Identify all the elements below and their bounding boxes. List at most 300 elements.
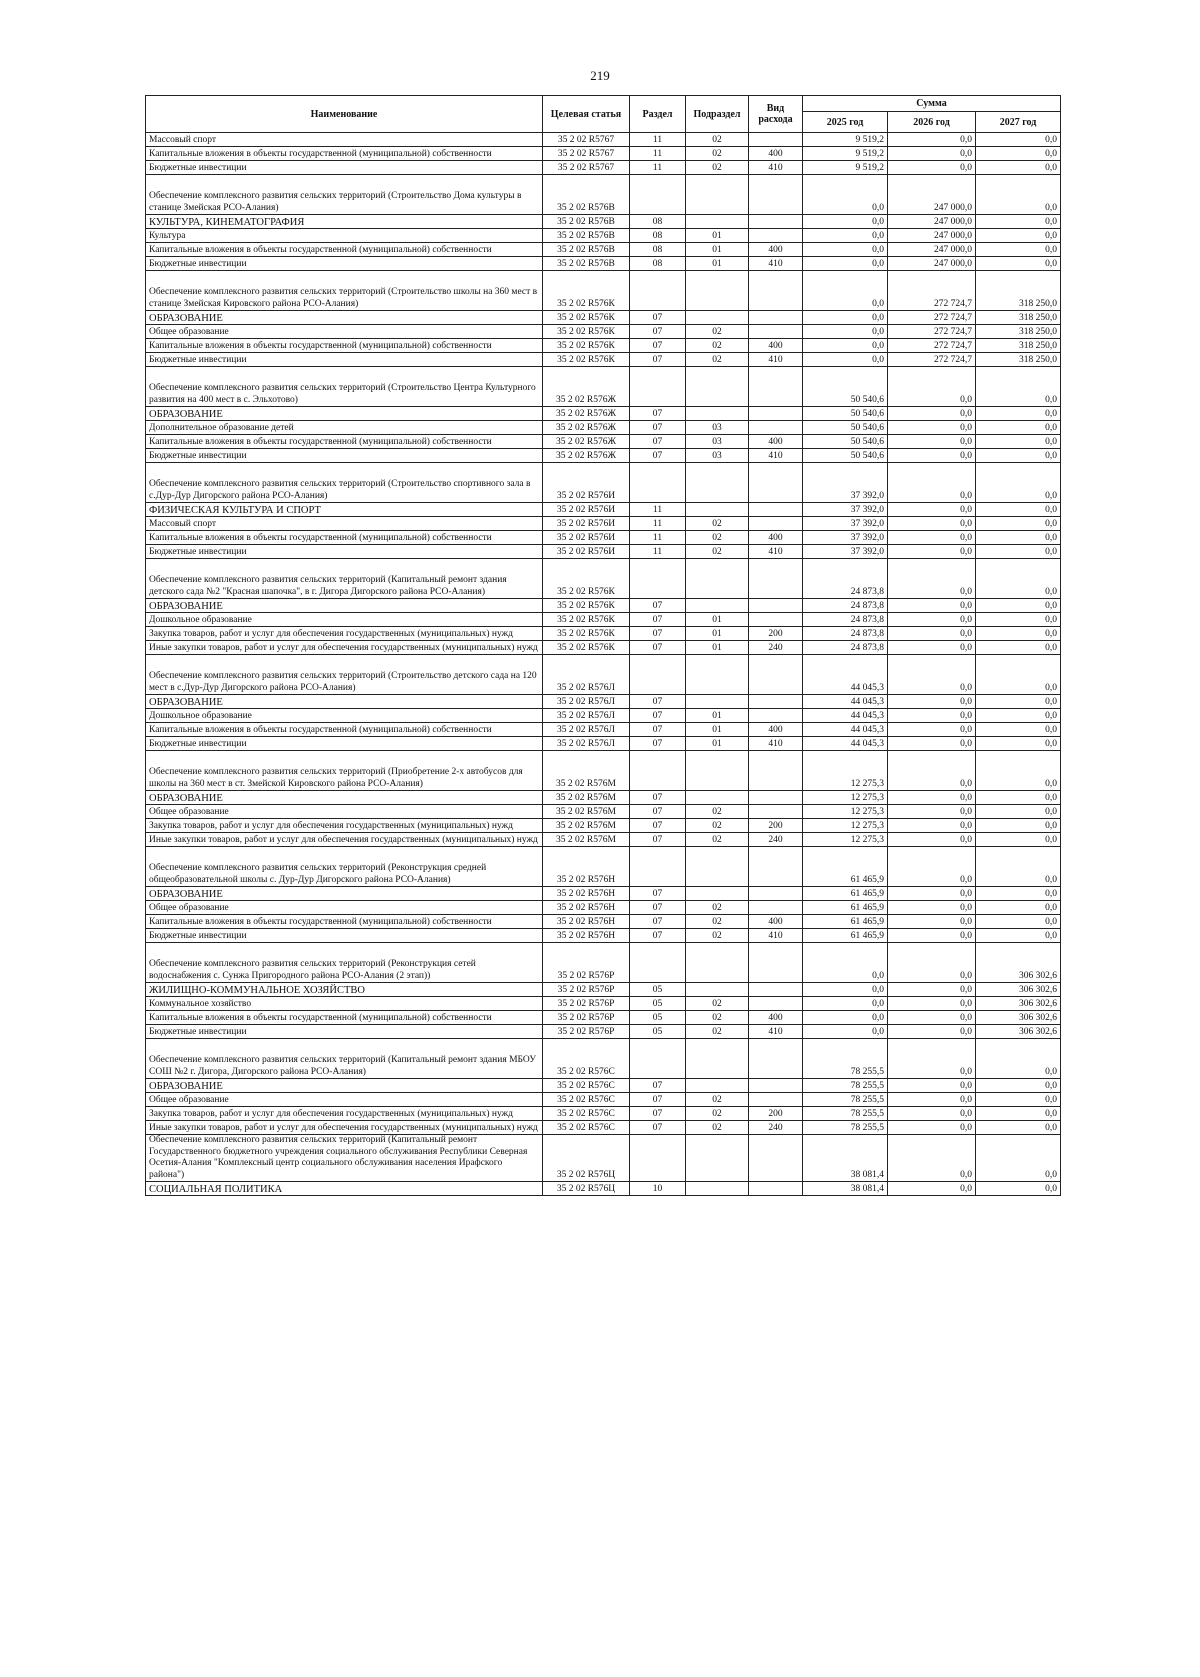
row-sum-2026: 0,0 xyxy=(888,847,976,887)
row-section: 08 xyxy=(630,229,686,243)
row-subsection: 02 xyxy=(686,1107,749,1121)
table-row xyxy=(146,1025,1061,1039)
row-subsection xyxy=(686,271,749,311)
row-sum-2027: 0,0 xyxy=(976,503,1061,517)
row-expense-type: 400 xyxy=(749,243,803,257)
row-subsection: 02 xyxy=(686,901,749,915)
row-sum-2025: 78 255,5 xyxy=(803,1107,888,1121)
row-subsection xyxy=(686,599,749,613)
row-target-code: 35 2 02 R5767 xyxy=(543,161,630,175)
row-sum-2027: 0,0 xyxy=(976,1039,1061,1079)
row-sum-2027: 0,0 xyxy=(976,531,1061,545)
row-sum-2027: 318 250,0 xyxy=(976,271,1061,311)
row-sum-2026: 0,0 xyxy=(888,723,976,737)
table-row xyxy=(146,1107,1061,1121)
table-row xyxy=(146,325,1061,339)
row-name: Иные закупки товаров, работ и услуг для обеспечения государственных (муниципальных) нужд xyxy=(146,1121,543,1135)
table-row xyxy=(146,1079,1061,1093)
row-expense-type xyxy=(749,887,803,901)
row-section: 07 xyxy=(630,791,686,805)
row-subsection: 02 xyxy=(686,929,749,943)
row-section: 07 xyxy=(630,723,686,737)
row-sum-2026: 0,0 xyxy=(888,161,976,175)
table-row xyxy=(146,1093,1061,1107)
row-sum-2025: 44 045,3 xyxy=(803,709,888,723)
row-target-code: 35 2 02 R576Ж xyxy=(543,367,630,407)
row-section: 07 xyxy=(630,325,686,339)
row-subsection: 02 xyxy=(686,161,749,175)
table-row xyxy=(146,243,1061,257)
row-sum-2027: 0,0 xyxy=(976,901,1061,915)
row-sum-2026: 0,0 xyxy=(888,503,976,517)
row-sum-2026: 247 000,0 xyxy=(888,175,976,215)
row-expense-type xyxy=(749,943,803,983)
row-sum-2026: 247 000,0 xyxy=(888,229,976,243)
table-row xyxy=(146,695,1061,709)
row-sum-2025: 37 392,0 xyxy=(803,503,888,517)
row-subsection: 02 xyxy=(686,1025,749,1039)
row-section: 07 xyxy=(630,695,686,709)
row-expense-type xyxy=(749,175,803,215)
row-subsection: 01 xyxy=(686,243,749,257)
row-name: ФИЗИЧЕСКАЯ КУЛЬТУРА И СПОРТ xyxy=(146,503,543,517)
row-name: ОБРАЗОВАНИЕ xyxy=(146,791,543,805)
row-sum-2027: 0,0 xyxy=(976,833,1061,847)
row-expense-type xyxy=(749,695,803,709)
row-target-code: 35 2 02 R576В xyxy=(543,215,630,229)
row-name: ЖИЛИЩНО-КОММУНАЛЬНОЕ ХОЗЯЙСТВО xyxy=(146,983,543,997)
row-subsection: 03 xyxy=(686,435,749,449)
row-sum-2025: 0,0 xyxy=(803,1025,888,1039)
table-row xyxy=(146,805,1061,819)
table-row xyxy=(146,613,1061,627)
row-subsection: 02 xyxy=(686,997,749,1011)
row-section: 11 xyxy=(630,517,686,531)
row-section: 07 xyxy=(630,805,686,819)
row-expense-type xyxy=(749,709,803,723)
row-target-code: 35 2 02 R576И xyxy=(543,463,630,503)
row-name: Бюджетные инвестиции xyxy=(146,257,543,271)
row-subsection: 02 xyxy=(686,325,749,339)
row-subsection: 01 xyxy=(686,723,749,737)
row-expense-type xyxy=(749,311,803,325)
row-expense-type xyxy=(749,805,803,819)
row-section: 08 xyxy=(630,215,686,229)
row-sum-2027: 306 302,6 xyxy=(976,997,1061,1011)
row-sum-2026: 0,0 xyxy=(888,517,976,531)
row-name: СОЦИАЛЬНАЯ ПОЛИТИКА xyxy=(146,1182,543,1196)
row-sum-2025: 61 465,9 xyxy=(803,887,888,901)
header-2026: 2026 год xyxy=(888,112,976,133)
row-sum-2026: 0,0 xyxy=(888,367,976,407)
row-sum-2025: 0,0 xyxy=(803,983,888,997)
row-sum-2026: 0,0 xyxy=(888,599,976,613)
row-subsection xyxy=(686,407,749,421)
row-sum-2025: 0,0 xyxy=(803,229,888,243)
row-expense-type: 400 xyxy=(749,147,803,161)
row-name: Общее образование xyxy=(146,325,543,339)
row-sum-2027: 0,0 xyxy=(976,723,1061,737)
row-sum-2025: 44 045,3 xyxy=(803,737,888,751)
row-name: Общее образование xyxy=(146,901,543,915)
row-sum-2025: 0,0 xyxy=(803,271,888,311)
table-row xyxy=(146,353,1061,367)
row-target-code: 35 2 02 R576Н xyxy=(543,847,630,887)
row-target-code: 35 2 02 R576К xyxy=(543,641,630,655)
row-subsection: 01 xyxy=(686,627,749,641)
table-row xyxy=(146,655,1061,695)
row-target-code: 35 2 02 R576Р xyxy=(543,943,630,983)
table-row xyxy=(146,1135,1061,1182)
row-name: Обеспечение комплексного развития сельских территорий (Строительство Центра Культурного развития на 400 мест в с. Эльхотово) xyxy=(146,367,543,407)
row-subsection xyxy=(686,887,749,901)
row-sum-2027: 306 302,6 xyxy=(976,983,1061,997)
header-2025: 2025 год xyxy=(803,112,888,133)
row-section: 07 xyxy=(630,1121,686,1135)
row-target-code: 35 2 02 R576К xyxy=(543,613,630,627)
row-target-code: 35 2 02 R576Н xyxy=(543,887,630,901)
row-name: Обеспечение комплексного развития сельских территорий (Строительство школы на 360 мест в станице Змейская Кировского района РСО-Алания) xyxy=(146,271,543,311)
row-sum-2027: 0,0 xyxy=(976,599,1061,613)
table-row xyxy=(146,819,1061,833)
row-sum-2026: 0,0 xyxy=(888,901,976,915)
row-expense-type xyxy=(749,655,803,695)
row-name: ОБРАЗОВАНИЕ xyxy=(146,407,543,421)
row-sum-2026: 247 000,0 xyxy=(888,243,976,257)
row-sum-2025: 0,0 xyxy=(803,215,888,229)
row-sum-2026: 247 000,0 xyxy=(888,215,976,229)
row-sum-2025: 37 392,0 xyxy=(803,517,888,531)
header-subsection: Подраздел xyxy=(686,96,749,133)
row-sum-2026: 0,0 xyxy=(888,737,976,751)
row-subsection: 02 xyxy=(686,915,749,929)
row-sum-2025: 0,0 xyxy=(803,339,888,353)
row-target-code: 35 2 02 R576С xyxy=(543,1107,630,1121)
row-target-code: 35 2 02 R576И xyxy=(543,545,630,559)
row-expense-type xyxy=(749,133,803,147)
table-row xyxy=(146,1182,1061,1196)
row-section: 07 xyxy=(630,627,686,641)
row-subsection: 01 xyxy=(686,229,749,243)
row-expense-type xyxy=(749,997,803,1011)
row-sum-2025: 12 275,3 xyxy=(803,791,888,805)
row-section: 07 xyxy=(630,407,686,421)
row-sum-2025: 12 275,3 xyxy=(803,819,888,833)
row-subsection: 02 xyxy=(686,1093,749,1107)
row-subsection: 03 xyxy=(686,421,749,435)
row-sum-2025: 61 465,9 xyxy=(803,929,888,943)
row-section xyxy=(630,1039,686,1079)
row-name: Обеспечение комплексного развития сельских территорий (Строительство Дома культуры в станице Змейская РСО-Алания) xyxy=(146,175,543,215)
row-sum-2025: 50 540,6 xyxy=(803,407,888,421)
row-sum-2027: 0,0 xyxy=(976,1093,1061,1107)
row-name: Обеспечение комплексного развития сельских территорий (Капитальный ремонт Государственного бюджетного учреждения социального обслуживания Республики Северная Осетия-Алания "Комплексный центр социального обслуживания населения Ирафского района") xyxy=(146,1135,543,1182)
row-sum-2025: 0,0 xyxy=(803,1011,888,1025)
row-sum-2026: 0,0 xyxy=(888,435,976,449)
row-name: Бюджетные инвестиции xyxy=(146,449,543,463)
row-expense-type xyxy=(749,1135,803,1182)
row-section: 07 xyxy=(630,449,686,463)
table-row xyxy=(146,791,1061,805)
row-expense-type: 410 xyxy=(749,929,803,943)
row-section: 07 xyxy=(630,737,686,751)
row-name: Массовый спорт xyxy=(146,517,543,531)
table-row xyxy=(146,915,1061,929)
row-target-code: 35 2 02 R576С xyxy=(543,1079,630,1093)
row-sum-2027: 0,0 xyxy=(976,641,1061,655)
row-subsection: 01 xyxy=(686,641,749,655)
row-sum-2025: 44 045,3 xyxy=(803,695,888,709)
row-section xyxy=(630,1135,686,1182)
row-sum-2025: 50 540,6 xyxy=(803,367,888,407)
row-name: Закупка товаров, работ и услуг для обеспечения государственных (муниципальных) нужд xyxy=(146,1107,543,1121)
row-name: Обеспечение комплексного развития сельских территорий (Реконструкция средней общеобразовательной школы с. Дур-Дур Дигорского района РСО-Алания) xyxy=(146,847,543,887)
row-name: Дошкольное образование xyxy=(146,709,543,723)
row-sum-2026: 0,0 xyxy=(888,929,976,943)
row-sum-2027: 318 250,0 xyxy=(976,325,1061,339)
row-sum-2026: 0,0 xyxy=(888,997,976,1011)
row-sum-2025: 0,0 xyxy=(803,175,888,215)
row-expense-type: 410 xyxy=(749,1025,803,1039)
row-sum-2026: 0,0 xyxy=(888,1107,976,1121)
row-target-code: 35 2 02 R576Н xyxy=(543,929,630,943)
header-2027: 2027 год xyxy=(976,112,1061,133)
row-sum-2027: 0,0 xyxy=(976,791,1061,805)
row-sum-2026: 0,0 xyxy=(888,983,976,997)
table-row xyxy=(146,367,1061,407)
row-sum-2025: 44 045,3 xyxy=(803,723,888,737)
row-section xyxy=(630,463,686,503)
table-row xyxy=(146,449,1061,463)
row-target-code: 35 2 02 R576Р xyxy=(543,1011,630,1025)
row-target-code: 35 2 02 R576Ж xyxy=(543,449,630,463)
row-section xyxy=(630,271,686,311)
row-name: Общее образование xyxy=(146,805,543,819)
row-name: ОБРАЗОВАНИЕ xyxy=(146,887,543,901)
table-row xyxy=(146,599,1061,613)
table-row xyxy=(146,627,1061,641)
table-row xyxy=(146,1039,1061,1079)
row-sum-2027: 318 250,0 xyxy=(976,311,1061,325)
row-sum-2027: 0,0 xyxy=(976,407,1061,421)
row-sum-2027: 0,0 xyxy=(976,751,1061,791)
row-target-code: 35 2 02 R5767 xyxy=(543,133,630,147)
row-section xyxy=(630,655,686,695)
row-sum-2025: 0,0 xyxy=(803,353,888,367)
row-subsection: 02 xyxy=(686,805,749,819)
row-sum-2027: 0,0 xyxy=(976,915,1061,929)
row-name: Бюджетные инвестиции xyxy=(146,545,543,559)
row-name: Обеспечение комплексного развития сельских территорий (Строительство детского сада на 120 мест в с.Дур-Дур Дигорского района РСО-Алания) xyxy=(146,655,543,695)
row-target-code: 35 2 02 R576Ж xyxy=(543,435,630,449)
row-sum-2027: 0,0 xyxy=(976,463,1061,503)
row-expense-type: 200 xyxy=(749,819,803,833)
row-sum-2026: 0,0 xyxy=(888,147,976,161)
row-subsection xyxy=(686,695,749,709)
row-sum-2026: 0,0 xyxy=(888,1079,976,1093)
row-sum-2025: 78 255,5 xyxy=(803,1121,888,1135)
row-sum-2027: 0,0 xyxy=(976,709,1061,723)
row-expense-type xyxy=(749,1182,803,1196)
row-section: 05 xyxy=(630,983,686,997)
row-target-code: 35 2 02 R576Л xyxy=(543,655,630,695)
row-section: 07 xyxy=(630,819,686,833)
row-expense-type: 400 xyxy=(749,915,803,929)
row-sum-2026: 0,0 xyxy=(888,819,976,833)
row-name: Бюджетные инвестиции xyxy=(146,1025,543,1039)
row-expense-type: 400 xyxy=(749,531,803,545)
row-expense-type xyxy=(749,791,803,805)
row-sum-2025: 24 873,8 xyxy=(803,559,888,599)
row-subsection: 02 xyxy=(686,353,749,367)
row-section: 07 xyxy=(630,353,686,367)
row-expense-type: 400 xyxy=(749,723,803,737)
row-subsection xyxy=(686,1135,749,1182)
row-sum-2026: 0,0 xyxy=(888,545,976,559)
row-target-code: 35 2 02 R576Н xyxy=(543,901,630,915)
row-section xyxy=(630,367,686,407)
row-expense-type: 400 xyxy=(749,435,803,449)
row-target-code: 35 2 02 R576Ж xyxy=(543,421,630,435)
table-row xyxy=(146,943,1061,983)
table-row xyxy=(146,545,1061,559)
row-sum-2026: 0,0 xyxy=(888,463,976,503)
row-expense-type: 410 xyxy=(749,449,803,463)
table-row xyxy=(146,641,1061,655)
row-name: Капитальные вложения в объекты государственной (муниципальной) собственности xyxy=(146,243,543,257)
row-name: Коммунальное хозяйство xyxy=(146,997,543,1011)
row-sum-2026: 0,0 xyxy=(888,1121,976,1135)
row-section: 10 xyxy=(630,1182,686,1196)
row-sum-2027: 0,0 xyxy=(976,229,1061,243)
row-section xyxy=(630,559,686,599)
row-subsection: 02 xyxy=(686,133,749,147)
row-expense-type: 410 xyxy=(749,545,803,559)
row-sum-2025: 24 873,8 xyxy=(803,613,888,627)
row-sum-2026: 0,0 xyxy=(888,1025,976,1039)
row-section: 11 xyxy=(630,531,686,545)
row-sum-2025: 38 081,4 xyxy=(803,1182,888,1196)
row-sum-2026: 0,0 xyxy=(888,1039,976,1079)
row-expense-type xyxy=(749,599,803,613)
row-expense-type: 410 xyxy=(749,257,803,271)
row-expense-type: 410 xyxy=(749,737,803,751)
row-sum-2027: 318 250,0 xyxy=(976,339,1061,353)
row-subsection xyxy=(686,559,749,599)
row-sum-2025: 0,0 xyxy=(803,257,888,271)
row-expense-type xyxy=(749,1039,803,1079)
row-sum-2027: 0,0 xyxy=(976,655,1061,695)
row-section: 05 xyxy=(630,1011,686,1025)
row-subsection xyxy=(686,311,749,325)
table-row xyxy=(146,517,1061,531)
row-expense-type: 400 xyxy=(749,1011,803,1025)
row-target-code: 35 2 02 R576В xyxy=(543,175,630,215)
row-name: ОБРАЗОВАНИЕ xyxy=(146,1079,543,1093)
table-row xyxy=(146,929,1061,943)
row-subsection: 03 xyxy=(686,449,749,463)
row-sum-2027: 0,0 xyxy=(976,161,1061,175)
row-sum-2027: 306 302,6 xyxy=(976,1025,1061,1039)
row-sum-2025: 24 873,8 xyxy=(803,627,888,641)
row-expense-type: 200 xyxy=(749,1107,803,1121)
row-section: 07 xyxy=(630,709,686,723)
row-subsection: 02 xyxy=(686,545,749,559)
row-section: 11 xyxy=(630,161,686,175)
row-target-code: 35 2 02 R576И xyxy=(543,517,630,531)
row-target-code: 35 2 02 R576Л xyxy=(543,737,630,751)
row-subsection xyxy=(686,751,749,791)
row-subsection: 01 xyxy=(686,613,749,627)
row-sum-2027: 0,0 xyxy=(976,805,1061,819)
row-name: Бюджетные инвестиции xyxy=(146,353,543,367)
row-sum-2025: 61 465,9 xyxy=(803,901,888,915)
row-name: Капитальные вложения в объекты государственной (муниципальной) собственности xyxy=(146,1011,543,1025)
row-subsection: 02 xyxy=(686,147,749,161)
row-subsection xyxy=(686,983,749,997)
row-expense-type xyxy=(749,271,803,311)
row-expense-type xyxy=(749,503,803,517)
row-name: Бюджетные инвестиции xyxy=(146,161,543,175)
row-sum-2026: 0,0 xyxy=(888,943,976,983)
row-target-code: 35 2 02 R5767 xyxy=(543,147,630,161)
row-sum-2025: 37 392,0 xyxy=(803,531,888,545)
row-subsection: 02 xyxy=(686,1121,749,1135)
row-sum-2027: 0,0 xyxy=(976,243,1061,257)
row-name: Обеспечение комплексного развития сельских территорий (Реконструкция сетей водоснабжения с. Сунжа Пригородного района РСО-Алания (2 этап)) xyxy=(146,943,543,983)
row-name: Бюджетные инвестиции xyxy=(146,737,543,751)
row-target-code: 35 2 02 R576Р xyxy=(543,997,630,1011)
row-sum-2026: 0,0 xyxy=(888,695,976,709)
row-expense-type: 240 xyxy=(749,641,803,655)
row-name: Капитальные вложения в объекты государственной (муниципальной) собственности xyxy=(146,723,543,737)
row-sum-2025: 0,0 xyxy=(803,997,888,1011)
row-name: Дошкольное образование xyxy=(146,613,543,627)
row-target-code: 35 2 02 R576М xyxy=(543,791,630,805)
row-section: 07 xyxy=(630,339,686,353)
row-name: Дополнительное образование детей xyxy=(146,421,543,435)
row-name: Капитальные вложения в объекты государственной (муниципальной) собственности xyxy=(146,435,543,449)
row-target-code: 35 2 02 R576Л xyxy=(543,709,630,723)
table-row xyxy=(146,751,1061,791)
row-name: Обеспечение комплексного развития сельских территорий (Капитальный ремонт здания МБОУ СОШ №2 г. Дигора, Дигорского района РСО-Алания) xyxy=(146,1039,543,1079)
row-expense-type xyxy=(749,517,803,531)
table-row xyxy=(146,175,1061,215)
row-subsection xyxy=(686,791,749,805)
row-sum-2027: 0,0 xyxy=(976,1121,1061,1135)
row-subsection xyxy=(686,175,749,215)
row-name: Обеспечение комплексного развития сельских территорий (Капитальный ремонт здания детского сада №2 "Красная шапочка", в г. Дигора Дигорского района РСО-Алания) xyxy=(146,559,543,599)
table-row xyxy=(146,833,1061,847)
row-sum-2025: 61 465,9 xyxy=(803,847,888,887)
row-sum-2026: 0,0 xyxy=(888,833,976,847)
row-section: 07 xyxy=(630,641,686,655)
table-row xyxy=(146,215,1061,229)
row-expense-type xyxy=(749,325,803,339)
table-row xyxy=(146,737,1061,751)
row-section: 07 xyxy=(630,929,686,943)
row-sum-2026: 0,0 xyxy=(888,1093,976,1107)
row-sum-2025: 50 540,6 xyxy=(803,435,888,449)
table-row xyxy=(146,147,1061,161)
row-sum-2027: 0,0 xyxy=(976,421,1061,435)
header-name: Наименование xyxy=(146,96,543,133)
row-subsection xyxy=(686,847,749,887)
row-name: Капитальные вложения в объекты государственной (муниципальной) собственности xyxy=(146,915,543,929)
row-sum-2027: 0,0 xyxy=(976,1107,1061,1121)
row-section: 07 xyxy=(630,1079,686,1093)
table-row xyxy=(146,983,1061,997)
